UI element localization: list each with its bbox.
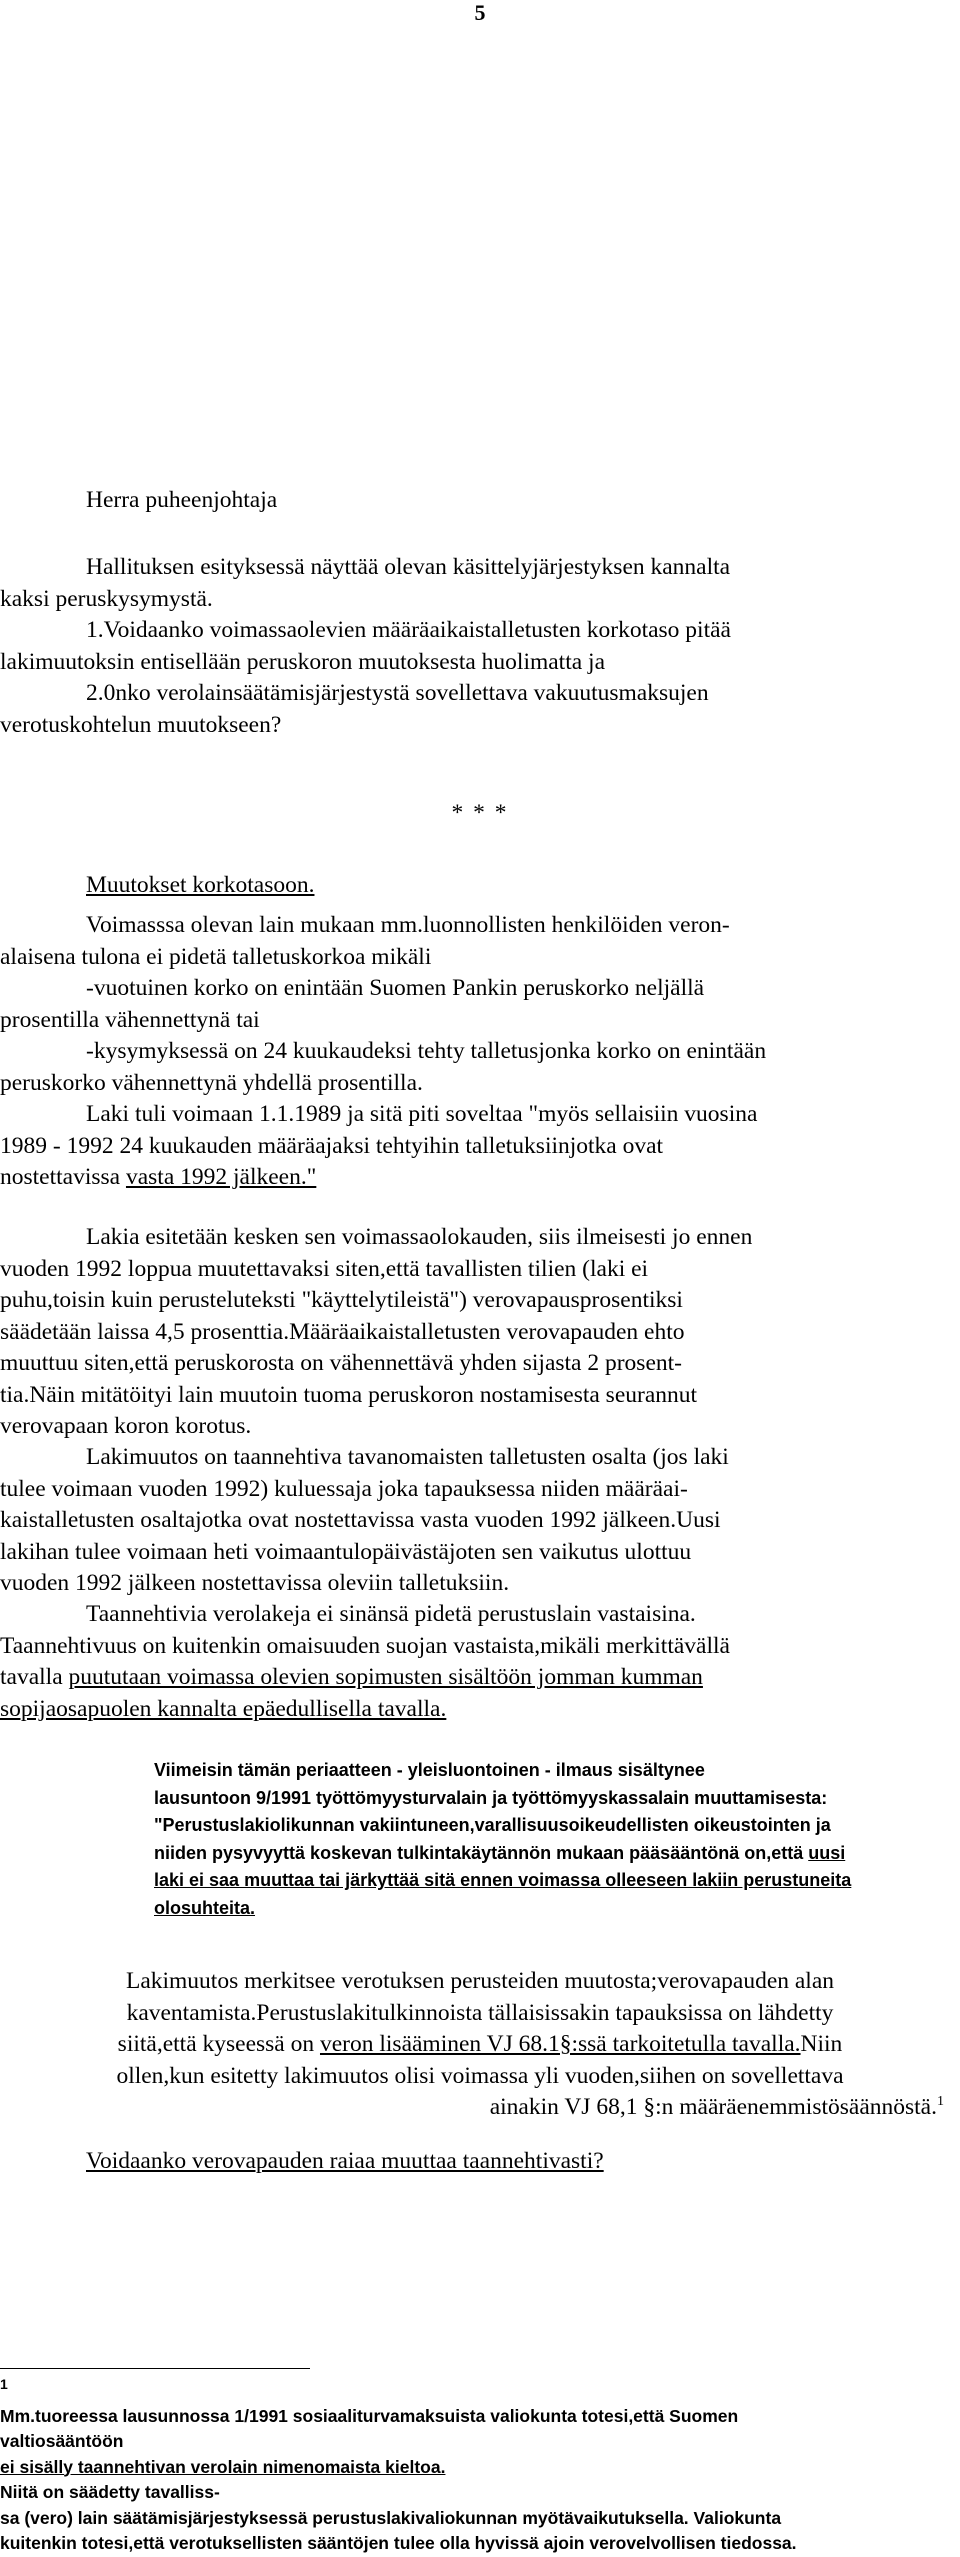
underlined-phrase: olosuhteita. (154, 1897, 256, 1918)
paragraph-merkitsee: Lakimuutos merkitsee verotuksen perusteiden muutosta;verovapauden alan kaventamista.Perustuslakitulkinnoista tällaisissakin tapauksissa on lähdetty siitä,että kyseessä on veron lisääminen VJ 68.1§:ssä tarkoitetulla tavalla.Niin ollen,kun esitetty lakimuutos olisi voimassa yli vuoden,siihen on sovellettava ainakin VJ 68,1 §:n määräenemmistösäännöstä.$^1$ (116, 1968, 944, 2120)
underlined-phrase: veron lisääminen VJ 68.1§:ssä tarkoitetulla tavalla. (319, 2031, 801, 2057)
paragraph-laki: Laki tuli voimaan 1.1.1989 ja sitä piti soveltaa "myös sellaisiin vuosina 1989 - 1992 24 kuukauden määräajaksi tehtyihin talletuksiinjotka ovat nostettavissa vasta 1992 jälkeen." (0, 1101, 758, 1190)
paragraph-lakimuutos: Lakimuutos on taannehtiva tavanomaisten talletusten osalta (jos laki tulee voimaan vuoden 1992) kuluessaja joka tapauksessa niiden määräai- kaistalletusten osaltajotka ovat nostettavissa vasta vuoden 1992 jälkeen.Uusi lakihan tulee voimaan heti voimaantulopäivästäjoten sen vaikutus ulottuu vuoden 1992 jälkeen nostettavissa oleviin talletuksiin. (0, 1444, 729, 1596)
salutation: Herra puheenjohtaja (86, 487, 278, 513)
underlined-phrase: uusi (808, 1842, 846, 1863)
paragraph-esitetaan: Lakia esitetään kesken sen voimassaolokauden, siis ilmeisesti jo ennen vuoden 1992 loppua muutettavaksi siten,että tavallisten tilien (laki ei puhu,toisin kuin perusteluteksti "käyttelytileistä") verovapausprosentiksi säädetään laissa 4,5 prosenttia.Määräaikaistalletusten verovapauden ehto muuttuu siten,että peruskorosta on vähennettävä yhden sijasta 2 prosent- tia.Näin mitätöityi lain muutoin tuoma peruskoron nostamisesta seurannut verovapaan koron korotus. (0, 1224, 753, 1439)
underlined-phrase: ei sisälly taannehtivan verolain nimenomaista kieltoa. (0, 2456, 446, 2477)
heading-korkotaso: Muutokset korkotasoon. (86, 872, 315, 898)
page-number: 5 (474, 0, 486, 25)
footnote-reference[interactable]: 1 (937, 2094, 944, 2110)
section-separator: * * * (451, 800, 509, 826)
underlined-phrase: laki ei saa muuttaa tai järkyttää sitä ennen voimassa olleeseen lakiin perustuneita (154, 1870, 852, 1890)
footnote-divider (0, 2368, 310, 2369)
question-2: 2.0nko verolainsäätämisjärjestystä sovellettava vakuutusmaksujen verotuskohtelun muutokseen? (0, 680, 709, 738)
underlined-phrase: puututaan voimassa olevien sopimusten sisältöön jomman kumman (68, 1664, 703, 1690)
condition-1: -vuotuinen korko on enintään Suomen Pankin peruskorko neljällä prosentilla vähennettynä tai (0, 975, 705, 1033)
footnote: $^1$ Mm.tuoreessa lausunnossa 1/1991 sosiaaliturvamaksuista valiokunta totesi,että Suomen valtiosääntöön ei sisälly taannehtivan verolain nimenomaista kieltoa. Niitä on säädetty tavalliss- sa (vero) lain säätämisjärjestyksessä perustuslakivaliokunnan myötävaikutuksella. Valiokunta kuitenkin totesi,että verotuksellisten sääntöjen tulee olla hyvissä ajoin verovelvollisen tiedossa. (0, 2378, 960, 2557)
footnote-marker: 1 (0, 2376, 8, 2393)
question-1: 1.Voidaanko voimassaolevien määräaikaistalletusten korkotaso pitää lakimuutoksin entisellään peruskoron muutoksesta huolimatta ja (0, 617, 731, 675)
bold-quote-block: Viimeisin tämän periaatteen - yleisluontoinen - ilmaus sisältynee lausuntoon 9/1991 työttömyysturvalain ja työttömyyskassalain muuttamisesta: "Perustuslakiolikunnan vakiintuneen,varallisuusoikeudellisten oikeustointen ja niiden pysyvyyttä koskevan tulkintakäytännön mukaan pääsääntönä on,että uusi laki ei saa muuttaa tai järkyttää sitä ennen voimassa olleeseen lakiin perustuneita olosuhteita. (154, 1757, 914, 1922)
underlined-phrase: sopijaosapuolen kannalta epäedullisella tavalla. (0, 1695, 447, 1722)
paragraph-taannehtivia: Taannehtivia verolakeja ei sinänsä pidetä perustuslain vastaisina. Taannehtivuus on kuitenkin omaisuuden suojan vastaista,mikäli merkittävällä tavalla puututaan voimassa olevien sopimusten sisältöön jomman kumman sopijaosapuolen kannalta epäedullisella tavalla. (0, 1599, 960, 1725)
paragraph-voimassa: Voimasssa olevan lain mukaan mm.luonnollisten henkilöiden veron- alaisena tulona ei pidetä talletuskorkoa mikäli (0, 912, 730, 970)
final-question: Voidaanko verovapauden raiaa muuttaa taannehtivasti? (86, 2148, 604, 2174)
intro-paragraph: Hallituksen esityksessä näyttää olevan käsittelyjärjestyksen kannalta kaksi peruskysymystä. (0, 554, 731, 612)
underlined-phrase: vasta 1992 jälkeen." (125, 1164, 317, 1190)
condition-2: -kysymyksessä on 24 kuukaudeksi tehty talletusjonka korko on enintään peruskorko vähennettynä yhdellä prosentilla. (0, 1038, 767, 1096)
